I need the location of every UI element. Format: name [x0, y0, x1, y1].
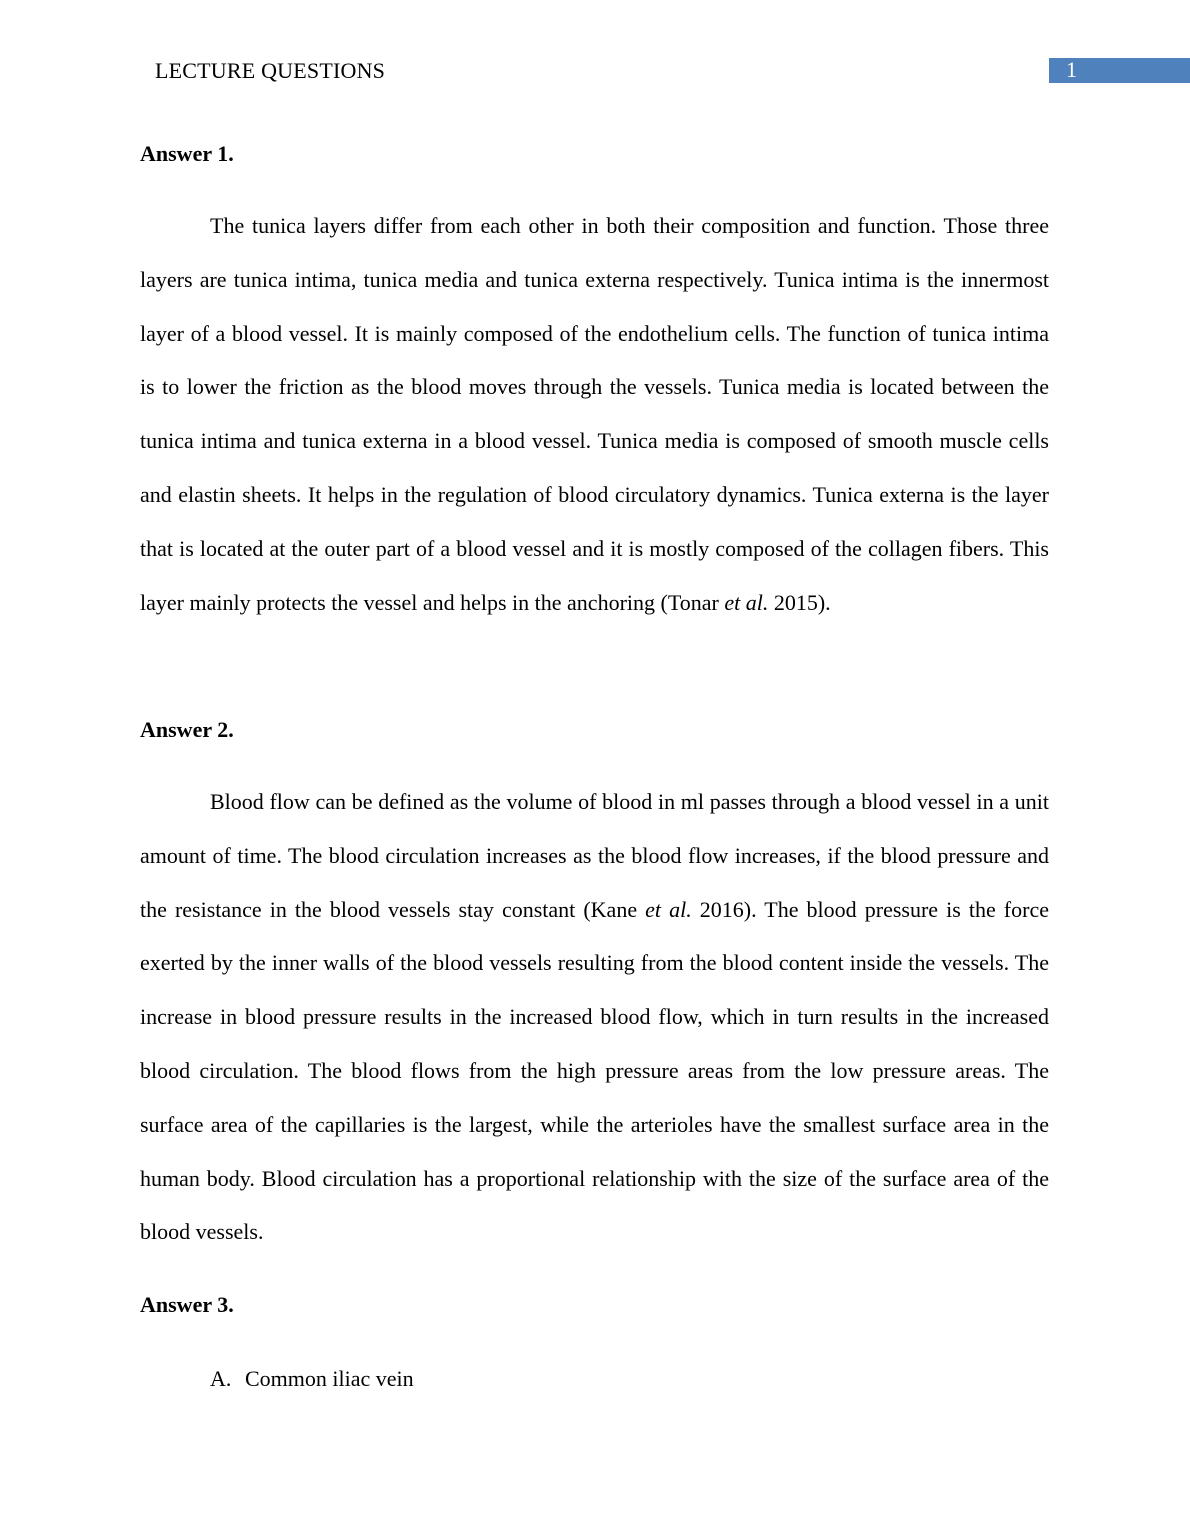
- section-heading-answer-1: Answer 1.: [140, 141, 234, 166]
- running-head: LECTURE QUESTIONS: [155, 58, 386, 83]
- citation-et-al: et al.: [645, 896, 692, 922]
- section-body-answer-1: [140, 199, 1049, 629]
- page-number-box: [1049, 58, 1190, 83]
- list-marker: A.: [210, 1366, 232, 1391]
- page-number: 1: [1066, 57, 1077, 82]
- list-item: [210, 1365, 414, 1393]
- paragraph-text: Blood flow can be defined as the volume of blood in ml passes through a blood vessel in a unit amount of time. The blood circulation increases as the blood flow increases, if the blood pressure and the resistance in the blood vessels stay constant (Kane: [140, 789, 1049, 922]
- paragraph: [140, 199, 1049, 629]
- citation-et-al: et al.: [724, 589, 769, 615]
- list-item-text: Common iliac vein: [245, 1366, 414, 1391]
- section-heading-answer-2: Answer 2.: [140, 717, 234, 742]
- paragraph-text: The tunica layers differ from each other in both their composition and function. Those three layers are tunica intima, tunica media and tunica externa respectively. Tunica intima is the innermost layer of a blood vessel. It is mainly composed of the endothelium cells. The function of tunica intima is to lower the friction as the blood moves through the vessels. Tunica media is located between the tunica intima and tunica externa in a blood vessel. Tunica media is composed of smooth muscle cells and elastin sheets. It helps in the regulation of blood circulatory dynamics. Tunica externa is the layer that is located at the outer part of a blood vessel and it is mostly composed of the collagen fibers. This layer mainly protects the vessel and helps in the anchoring (Tonar: [140, 213, 1049, 615]
- paragraph: [140, 775, 1049, 1259]
- paragraph-text: 2016). The blood pressure is the force exerted by the inner walls of the blood vessels resulting from the blood content inside the vessels. The increase in blood pressure results in the increased blood flow, which in turn results in the increased blood circulation. The blood flows from the high pressure areas from the low pressure areas. The surface area of the capillaries is the largest, while the arterioles have the smallest surface area in the human body. Blood circulation has a proportional relationship with the size of the surface area of the blood vessels.: [140, 896, 1049, 1245]
- section-body-answer-2: [140, 775, 1049, 1259]
- paragraph-text: 2015).: [768, 589, 831, 615]
- section-heading-answer-3: Answer 3.: [140, 1292, 234, 1317]
